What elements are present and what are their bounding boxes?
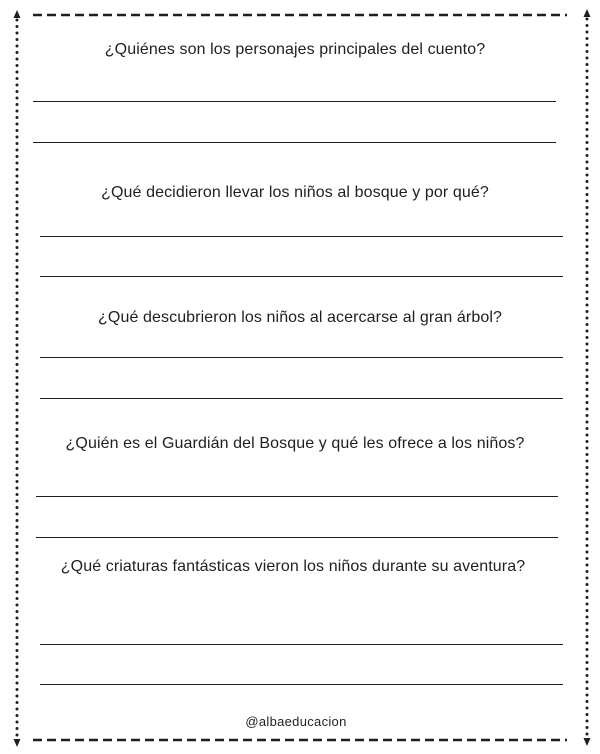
answer-line — [40, 276, 563, 277]
question-4-text: ¿Quién es el Guardián del Bosque y qué les ofrece a los niños? — [65, 435, 525, 452]
answer-line — [40, 236, 563, 237]
question-2-text: ¿Qué decidieron llevar los niños al bosque y por qué? — [101, 184, 489, 201]
right-bottom-arrowhead-icon — [584, 738, 591, 746]
question-5-text: ¿Qué criaturas fantásticas vieron los niños durante su aventura? — [60, 558, 526, 575]
answer-line — [40, 644, 563, 645]
answer-line — [40, 684, 563, 685]
answer-line — [40, 398, 563, 399]
left-top-arrowhead-icon — [14, 10, 21, 18]
answer-line — [40, 357, 563, 358]
footer-handle: @albaeducacion — [245, 714, 347, 729]
question-3-text: ¿Qué descubrieron los niños al acercarse al gran árbol? — [98, 309, 502, 326]
left-bottom-arrowhead-icon — [14, 739, 21, 747]
question-1-text: ¿Quiénes son los personajes principales del cuento? — [104, 41, 486, 58]
answer-line — [33, 142, 556, 143]
answer-line — [33, 101, 556, 102]
right-top-arrowhead-icon — [584, 9, 591, 17]
answer-line — [36, 537, 558, 538]
answer-line — [36, 496, 558, 497]
